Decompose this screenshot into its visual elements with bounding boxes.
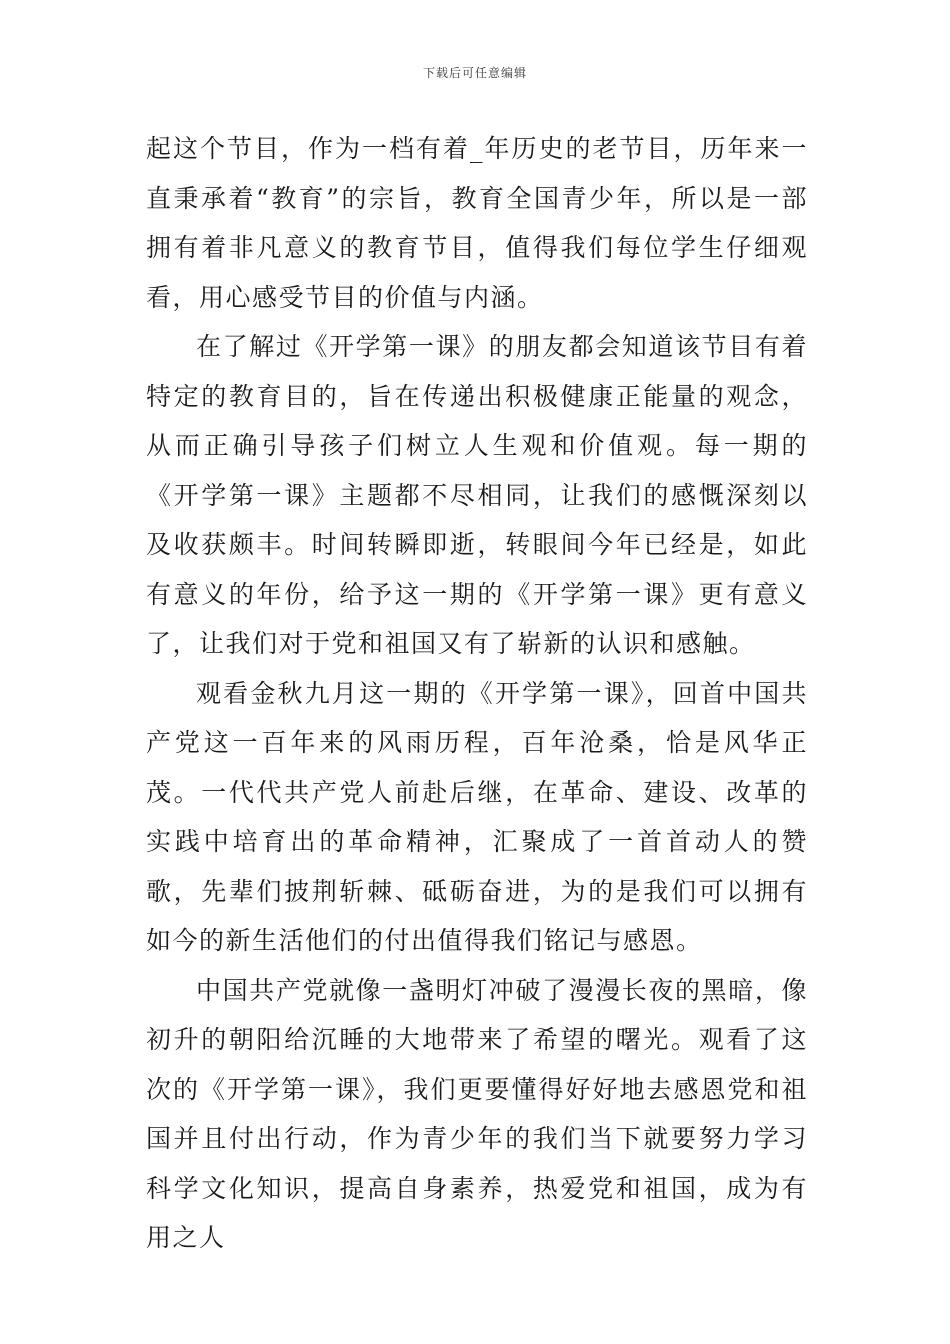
paragraph-3: 观看金秋九月这一期的《开学第一课》，回首中国共产党这一百年来的风雨历程，百年沧桑，恰是风华正茂。一代代共产党人前赴后继，在革命、建设、改革的实践中培育出的革命精神，汇聚成了一首首动人的赞歌，先辈们披荆斩棘、砥砺奋进，为的是我们可以拥有如今的新生活他们的付出值得我们铭记与感恩。 — [146, 678, 808, 955]
paragraph-2: 在了解过《开学第一课》的朋友都会知道该节目有着特定的教育目的，旨在传递出积极健康正能量的观念，从而正确引导孩子们树立人生观和价值观。每一期的《开学第一课》主题都不尽相同，让我们的感慨深刻以及收获颇丰。时间转瞬即逝，转眼间今年已经是，如此有意义的年份，给予这一期的《开学第一课》更有意义了，让我们对于党和祖国又有了崭新的认识和感触。 — [146, 332, 808, 658]
document-body — [146, 124, 808, 1263]
page-header-note: 下载后可任意编辑 — [422, 66, 527, 80]
paragraph-1: 起这个节目，作为一档有着_年历史的老节目，历年来一直秉承着“教育”的宗旨，教育全国青少年，所以是一部拥有着非凡意义的教育节目，值得我们每位学生仔细观看，用心感受节目的价值与内涵。 — [146, 134, 808, 312]
paragraph-4: 中国共产党就像一盏明灯冲破了漫漫长夜的黑暗，像初升的朝阳给沉睡的大地带来了希望的曙光。观看了这次的《开学第一课》，我们更要懂得好好地去感恩党和祖国并且付出行动，作为青少年的我们当下就要努力学习科学文化知识，提高自身素养，热爱党和祖国，成为有用之人 — [146, 975, 808, 1252]
